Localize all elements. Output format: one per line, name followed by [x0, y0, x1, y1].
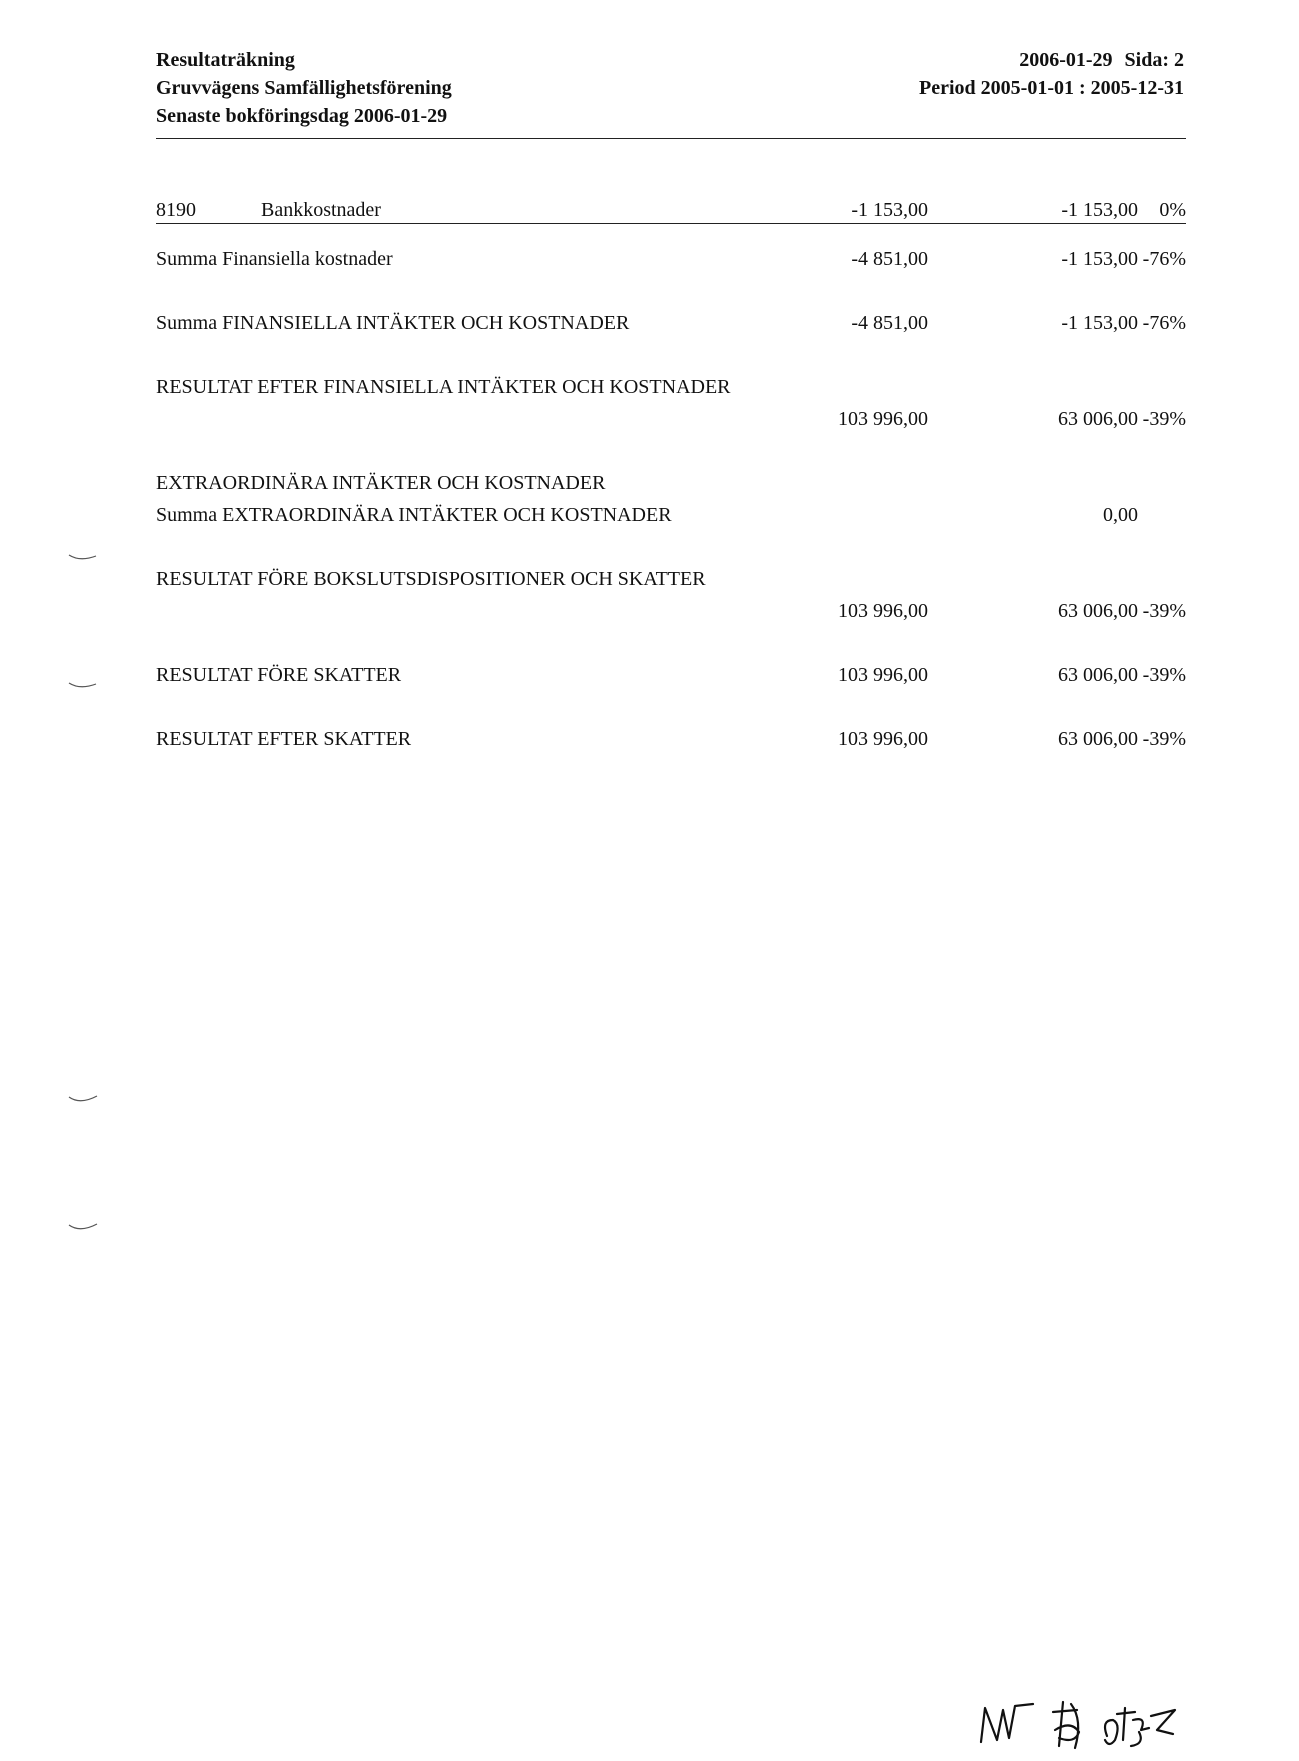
- row-col2: -1 153,00: [1061, 248, 1138, 270]
- account-col2: -1 153,00: [1061, 199, 1138, 221]
- row-col1: 103 996,00: [838, 408, 928, 430]
- row-col2: 63 006,00: [1058, 600, 1138, 622]
- row-col3: -39%: [1142, 728, 1186, 750]
- period-end: 2005-12-31: [1090, 77, 1184, 99]
- result-values-row: [156, 597, 1186, 625]
- account-number: 8190: [156, 199, 196, 221]
- result-label-row: [156, 565, 1186, 593]
- row-label: RESULTAT EFTER SKATTER: [156, 728, 412, 750]
- account-col1: -1 153,00: [851, 199, 928, 221]
- result-label-row: [156, 373, 1186, 401]
- section-heading-row: [156, 469, 1186, 497]
- row-label: RESULTAT FÖRE BOKSLUTSDISPOSITIONER OCH SKATTER: [156, 568, 706, 590]
- page-number: 2: [1174, 49, 1184, 71]
- summary-row: [156, 309, 1186, 337]
- row-col2: 63 006,00: [1058, 408, 1138, 430]
- row-col2: 0,00: [1103, 504, 1138, 526]
- row-col3: -76%: [1142, 312, 1186, 334]
- last-booking-label: Senaste bokföringsdag: [156, 105, 349, 127]
- row-col2: 63 006,00: [1058, 728, 1138, 750]
- row-col3: -39%: [1142, 664, 1186, 686]
- account-row-underline: [156, 223, 1186, 224]
- summary-row: [156, 501, 1186, 529]
- row-col3: -39%: [1142, 408, 1186, 430]
- punch-hole-mark: [66, 1222, 100, 1236]
- row-col1: 103 996,00: [838, 728, 928, 750]
- result-values-row: [156, 405, 1186, 433]
- report-title: Resultaträkning: [156, 49, 295, 71]
- header-divider: [156, 138, 1186, 139]
- summary-row: [156, 245, 1186, 273]
- period-start: 2005-01-01: [980, 77, 1074, 99]
- header-left: [156, 46, 452, 130]
- row-label: Summa EXTRAORDINÄRA INTÄKTER OCH KOSTNADER: [156, 504, 672, 526]
- result-row: [156, 725, 1186, 753]
- last-booking-date: 2006-01-29: [353, 105, 448, 127]
- row-col3: -76%: [1142, 248, 1186, 270]
- row-label: RESULTAT FÖRE SKATTER: [156, 664, 402, 686]
- punch-hole-mark: [66, 552, 100, 566]
- header-right: [919, 46, 1184, 102]
- row-label: Summa Finansiella kostnader: [156, 248, 393, 270]
- row-label: RESULTAT EFTER FINANSIELLA INTÄKTER OCH KOSTNADER: [156, 376, 731, 398]
- print-date: 2006-01-29: [1019, 49, 1113, 71]
- result-row: [156, 661, 1186, 689]
- row-col1: -4 851,00: [851, 248, 928, 270]
- handwritten-initials: [975, 1690, 1225, 1750]
- account-row: [156, 196, 1186, 224]
- row-col1: 103 996,00: [838, 664, 928, 686]
- row-label: Summa FINANSIELLA INTÄKTER OCH KOSTNADER: [156, 312, 630, 334]
- punch-hole-mark: [66, 1094, 100, 1108]
- row-col2: -1 153,00: [1061, 312, 1138, 334]
- row-col2: 63 006,00: [1058, 664, 1138, 686]
- row-col3: -39%: [1142, 600, 1186, 622]
- page-label: Sida:: [1124, 49, 1169, 71]
- period-label: Period: [919, 77, 976, 99]
- organization-name: Gruvvägens Samfällighetsförening: [156, 77, 452, 99]
- row-label: EXTRAORDINÄRA INTÄKTER OCH KOSTNADER: [156, 472, 606, 494]
- account-name: Bankkostnader: [261, 199, 381, 221]
- punch-hole-mark: [66, 680, 100, 694]
- row-col1: -4 851,00: [851, 312, 928, 334]
- row-col1: 103 996,00: [838, 600, 928, 622]
- account-col3: 0%: [1159, 199, 1186, 221]
- period-separator: :: [1079, 77, 1086, 99]
